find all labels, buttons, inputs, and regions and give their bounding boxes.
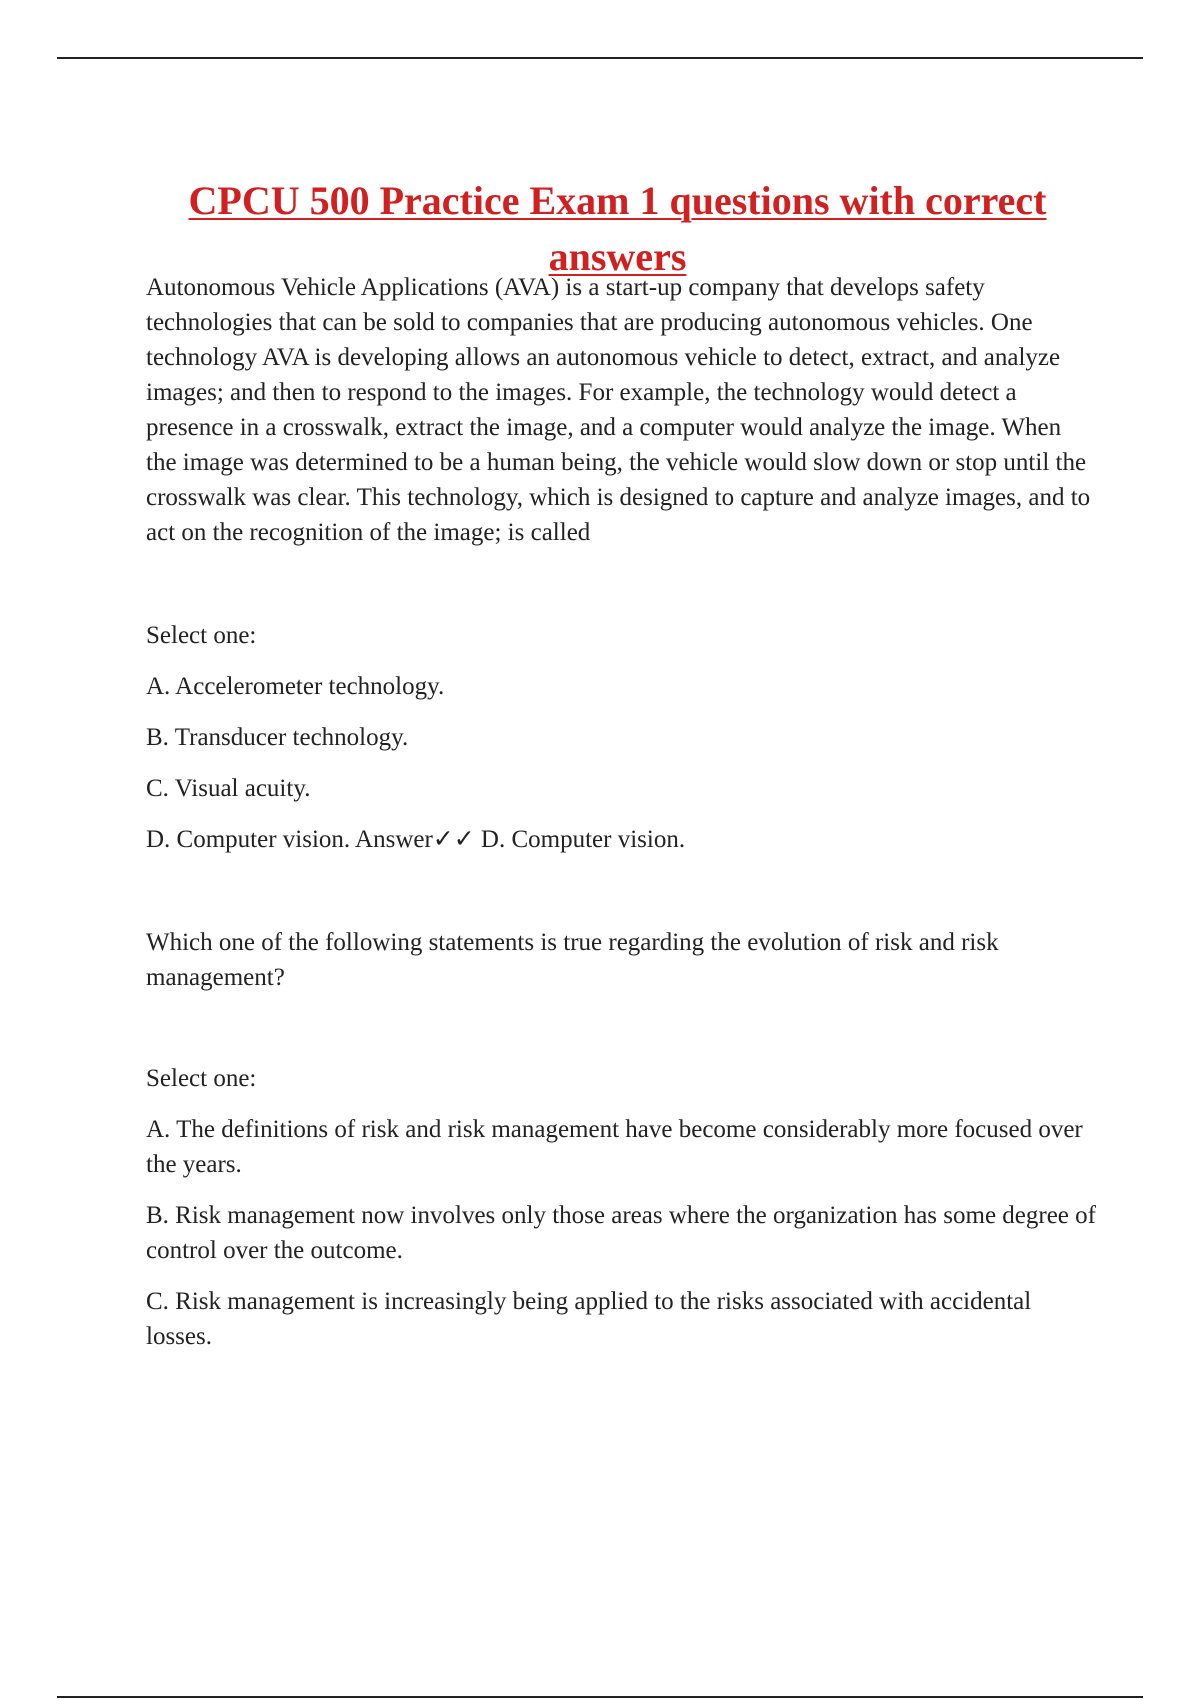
question-1-option-c: C. Visual acuity. — [146, 775, 311, 802]
top-rule — [57, 57, 1143, 59]
question-1-text: Autonomous Vehicle Applications (AVA) is a start-up company that develops safety technologies that can be sold to companies that are producing autonomous vehicles. One technology AVA is developing allows an autonomous vehicle to detect, extract, and analyze images; and then to respond to the images. For example, the technology would detect a presence in a crosswalk, extract the image, and a computer would analyze the image. When the image was determined to be a human being, the vehicle would slow down or stop until the crosswalk was clear. This technology, which is designed to capture and analyze images, and to act on the recognition of the image; is called — [146, 274, 1091, 546]
question-1-option-b: B. Transducer technology. — [146, 724, 409, 751]
question-2-option-c: C. Risk management is increasingly being applied to the risks associated with accidental losses. — [146, 1288, 1032, 1350]
question-2-text: Which one of the following statements is true regarding the evolution of risk and risk management? — [146, 929, 999, 991]
question-2-select-label: Select one: — [146, 1065, 257, 1092]
question-2-option-a: A. The definitions of risk and risk management have become considerably more focused over the years. — [146, 1116, 1083, 1178]
question-1-option-d-with-answer: D. Computer vision. Answer✓✓ D. Computer vision. — [146, 826, 686, 853]
question-2-option-b: B. Risk management now involves only those areas where the organization has some degree of control over the outcome. — [146, 1202, 1096, 1264]
document-body — [146, 270, 1096, 1370]
bottom-rule — [57, 1696, 1143, 1698]
question-1-select-label: Select one: — [146, 622, 257, 649]
document-title: CPCU 500 Practice Exam 1 questions with correct answers — [188, 177, 1047, 279]
question-1-option-a: A. Accelerometer technology. — [146, 673, 445, 700]
